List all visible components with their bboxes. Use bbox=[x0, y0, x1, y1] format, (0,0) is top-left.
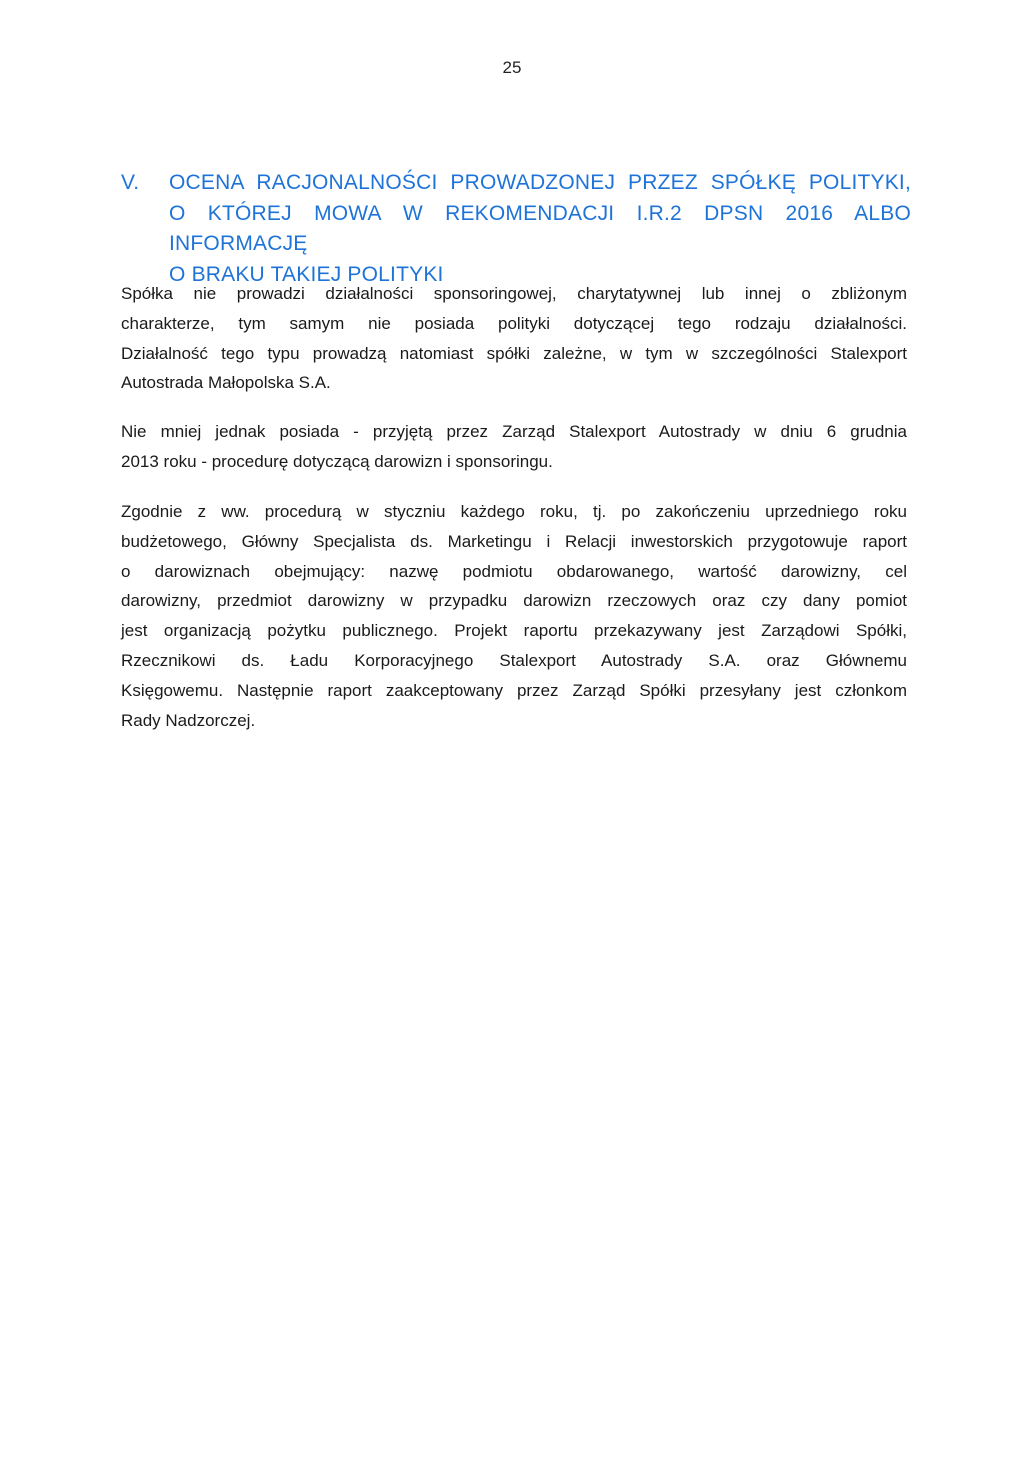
paragraph-donation-report bbox=[121, 497, 907, 735]
section-heading-line: OCENA RACJONALNOŚCI PROWADZONEJ PRZEZ SPÓŁKĘ POLITYKI, bbox=[169, 171, 911, 194]
section-number: V. bbox=[121, 171, 140, 194]
paragraph-line: Rady Nadzorczej. bbox=[121, 710, 256, 730]
section-heading-line: O BRAKU TAKIEJ POLITYKI bbox=[169, 262, 444, 286]
paragraph-sponsoring-policy bbox=[121, 279, 907, 398]
paragraph-line: Zgodnie z ww. procedurą w styczniu każdego roku, tj. po zakończeniu uprzedniego roku bbox=[121, 502, 907, 521]
paragraph-line: Nie mniej jednak posiada - przyjętą przez Zarząd Stalexport Autostrady w dniu 6 grudnia bbox=[121, 422, 907, 441]
paragraph-line: jest organizacją pożytku publicznego. Projekt raportu przekazywany jest Zarządowi Spółki, bbox=[121, 621, 907, 641]
section-heading-line: O KTÓREJ MOWA W REKOMENDACJI I.R.2 DPSN 2016 ALBO INFORMACJĘ bbox=[169, 201, 911, 255]
paragraph-line: charakterze, tym samym nie posiada polityki dotyczącej tego rodzaju działalności. bbox=[121, 313, 907, 333]
paragraph-line: Rzecznikowi ds. Ładu Korporacyjnego Stalexport Autostrady S.A. oraz Głównemu bbox=[121, 650, 907, 670]
paragraph-line: Księgowemu. Następnie raport zaakceptowany przez Zarząd Spółki przesyłany jest członkom bbox=[121, 680, 907, 700]
paragraph-line: 2013 roku - procedurę dotyczącą darowizn i sponsoringu. bbox=[121, 451, 553, 471]
paragraph-procedure-adopted bbox=[121, 417, 907, 477]
page-number: 25 bbox=[502, 58, 522, 77]
paragraph-line: o darowiznach obejmujący: nazwę podmiotu obdarowanego, wartość darowizny, cel bbox=[121, 561, 907, 581]
paragraph-line: darowizny, przedmiot darowizny w przypadku darowizn rzeczowych oraz czy dany pomiot bbox=[121, 591, 907, 611]
paragraph-line: Spółka nie prowadzi działalności sponsoringowej, charytatywnej lub innej o zbliżonym bbox=[121, 284, 907, 303]
paragraph-line: Autostrada Małopolska S.A. bbox=[121, 373, 331, 393]
paragraph-line: Działalność tego typu prowadzą natomiast spółki zależne, w tym w szczególności Stalexport bbox=[121, 343, 907, 363]
paragraph-line: budżetowego, Główny Specjalista ds. Marketingu i Relacji inwestorskich przygotowuje raport bbox=[121, 531, 907, 551]
section-heading bbox=[121, 168, 911, 290]
